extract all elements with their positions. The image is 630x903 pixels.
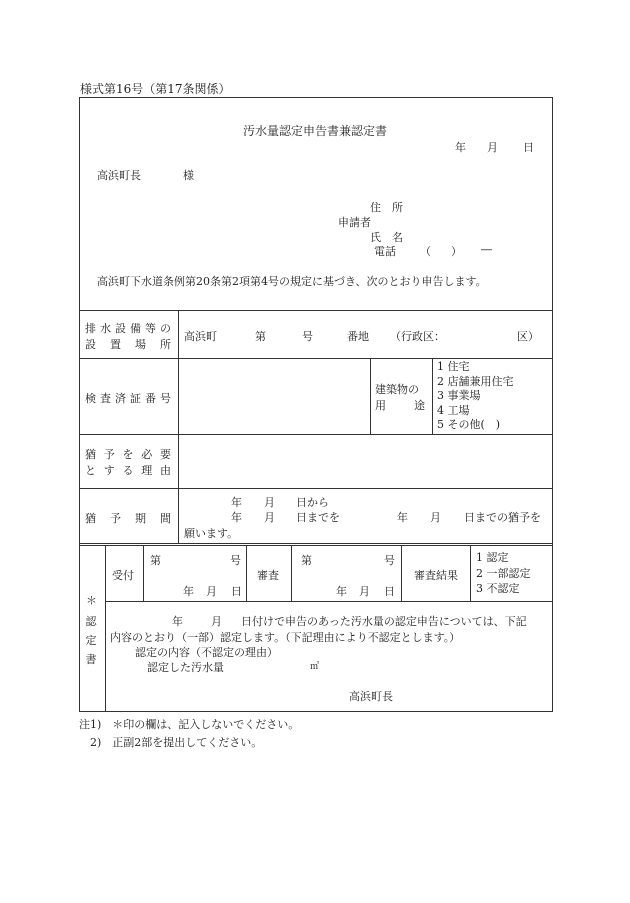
review-day: 日 (384, 585, 395, 598)
location-banchi: 番地 (347, 330, 369, 343)
cert-body-year: 年 (172, 615, 183, 628)
cert-body-month: 月 (211, 615, 222, 628)
period-request: 願います。 (184, 527, 239, 540)
star-mark: ＊ (86, 594, 97, 607)
usage-label-line1: 建築物の (375, 383, 419, 396)
phone-dash: ― (481, 243, 492, 256)
divider (432, 358, 433, 434)
location-dai: 第 (255, 330, 266, 343)
location-town: 高浜町 (184, 330, 217, 343)
divider (470, 545, 471, 601)
cert-amount-label: 認定した汚水量 (147, 661, 224, 674)
address-label: 住 所 (370, 201, 403, 214)
form-number: 様式第16号（第17条関係） (80, 82, 231, 96)
divider (370, 358, 371, 434)
divider (401, 545, 402, 601)
certification-label: 認 定 書 (85, 615, 97, 666)
divider (79, 543, 553, 544)
receipt-label: 受付 (112, 569, 134, 582)
receipt-month: 月 (206, 585, 217, 598)
cert-body-line2: 内容のとおり（一部）認定します。（下記理由により不認定とします。） (110, 631, 461, 644)
receipt-dai: 第 (150, 554, 161, 567)
review-dai: 第 (301, 554, 312, 567)
divider (79, 358, 553, 359)
note-1: 注1) ＊印の欄は、記入しないでください。 (79, 718, 300, 731)
name-label: 氏 名 (370, 231, 403, 244)
location-ward-close: 区） (517, 330, 539, 343)
reason-label-line1: 猶 予 を 必 要 (85, 448, 171, 461)
date-year: 年 (455, 141, 466, 154)
divider (79, 434, 553, 435)
period-grace-month: 月 (430, 511, 441, 524)
usage-option: 3 事業場 (437, 389, 481, 402)
receipt-go: 号 (230, 554, 241, 567)
period-grace-year: 年 (397, 511, 408, 524)
form-title: 汚水量認定申告書兼認定書 (242, 124, 387, 138)
period-grace-suffix: 日までの猶予を (464, 511, 541, 524)
result-option: 3 不認定 (476, 582, 520, 595)
divider (79, 488, 553, 489)
honorific: 様 (183, 169, 194, 182)
divider (105, 601, 553, 602)
usage-option: 4 工場 (437, 403, 470, 417)
review-year: 年 (336, 585, 347, 598)
label-column-divider (178, 310, 179, 543)
location-go: 号 (302, 330, 313, 343)
divider (291, 545, 292, 601)
review-month: 月 (359, 585, 370, 598)
applicant-label: 申請者 (338, 216, 371, 229)
usage-option: 5 その他( ) (437, 418, 501, 431)
usage-options (437, 360, 514, 433)
divider (143, 545, 144, 601)
period-until-year: 年 (231, 511, 242, 524)
divider (246, 545, 247, 601)
usage-option: 2 店舗兼用住宅 (437, 374, 514, 388)
cert-content-label: 認定の内容（不認定の理由） (135, 646, 278, 659)
note-2: 2) 正副2部を提出してください。 (79, 736, 263, 749)
receipt-year: 年 (183, 585, 194, 598)
review-label: 審査 (257, 569, 279, 582)
declaration-statement: 高浜町下水道条例第20条第2項第4号の規定に基づき、次のとおり申告します。 (97, 275, 487, 288)
divider (79, 310, 553, 311)
cert-unit: ㎥ (310, 662, 320, 672)
result-option: 1 認定 (476, 551, 509, 564)
review-go: 号 (384, 554, 395, 567)
cert-issuer: 高浜町長 (349, 690, 393, 703)
usage-label-line2a: 用 (375, 399, 386, 412)
period-from-month: 月 (264, 496, 275, 509)
phone-label: 電話 (374, 245, 396, 258)
location-label-line1: 排 水 設 備 等 の (85, 322, 171, 335)
period-from-year: 年 (231, 496, 242, 509)
usage-option: 1 住宅 (437, 360, 470, 373)
period-until-month: 月 (264, 511, 275, 524)
divider (79, 545, 553, 546)
result-option: 2 一部認定 (476, 566, 531, 580)
cert-body-line1: 日付けで申告のあった汚水量の認定申告については、下記 (241, 615, 527, 628)
date-month: 月 (487, 141, 498, 154)
reason-label-line2: と す る 理 由 (85, 464, 171, 477)
inspection-label: 検 査 済 証 番 号 (85, 392, 171, 405)
addressee: 高浜町長 (97, 169, 141, 182)
period-until-suffix: 日までを (296, 511, 340, 524)
date-day: 日 (523, 141, 534, 154)
usage-label-line2b: 途 (414, 399, 425, 412)
result-options (476, 550, 531, 597)
period-from-suffix: 日から (296, 496, 329, 509)
period-label: 猶 予 期 間 (85, 512, 171, 525)
location-label-line2: 設 置 場 所 (85, 338, 171, 351)
review-result-label: 審査結果 (414, 569, 458, 582)
phone-open: （ (420, 245, 431, 258)
receipt-day: 日 (231, 585, 242, 598)
divider (105, 545, 106, 712)
location-ward-open: （行政区： (390, 330, 445, 343)
phone-close: ） (451, 245, 462, 258)
